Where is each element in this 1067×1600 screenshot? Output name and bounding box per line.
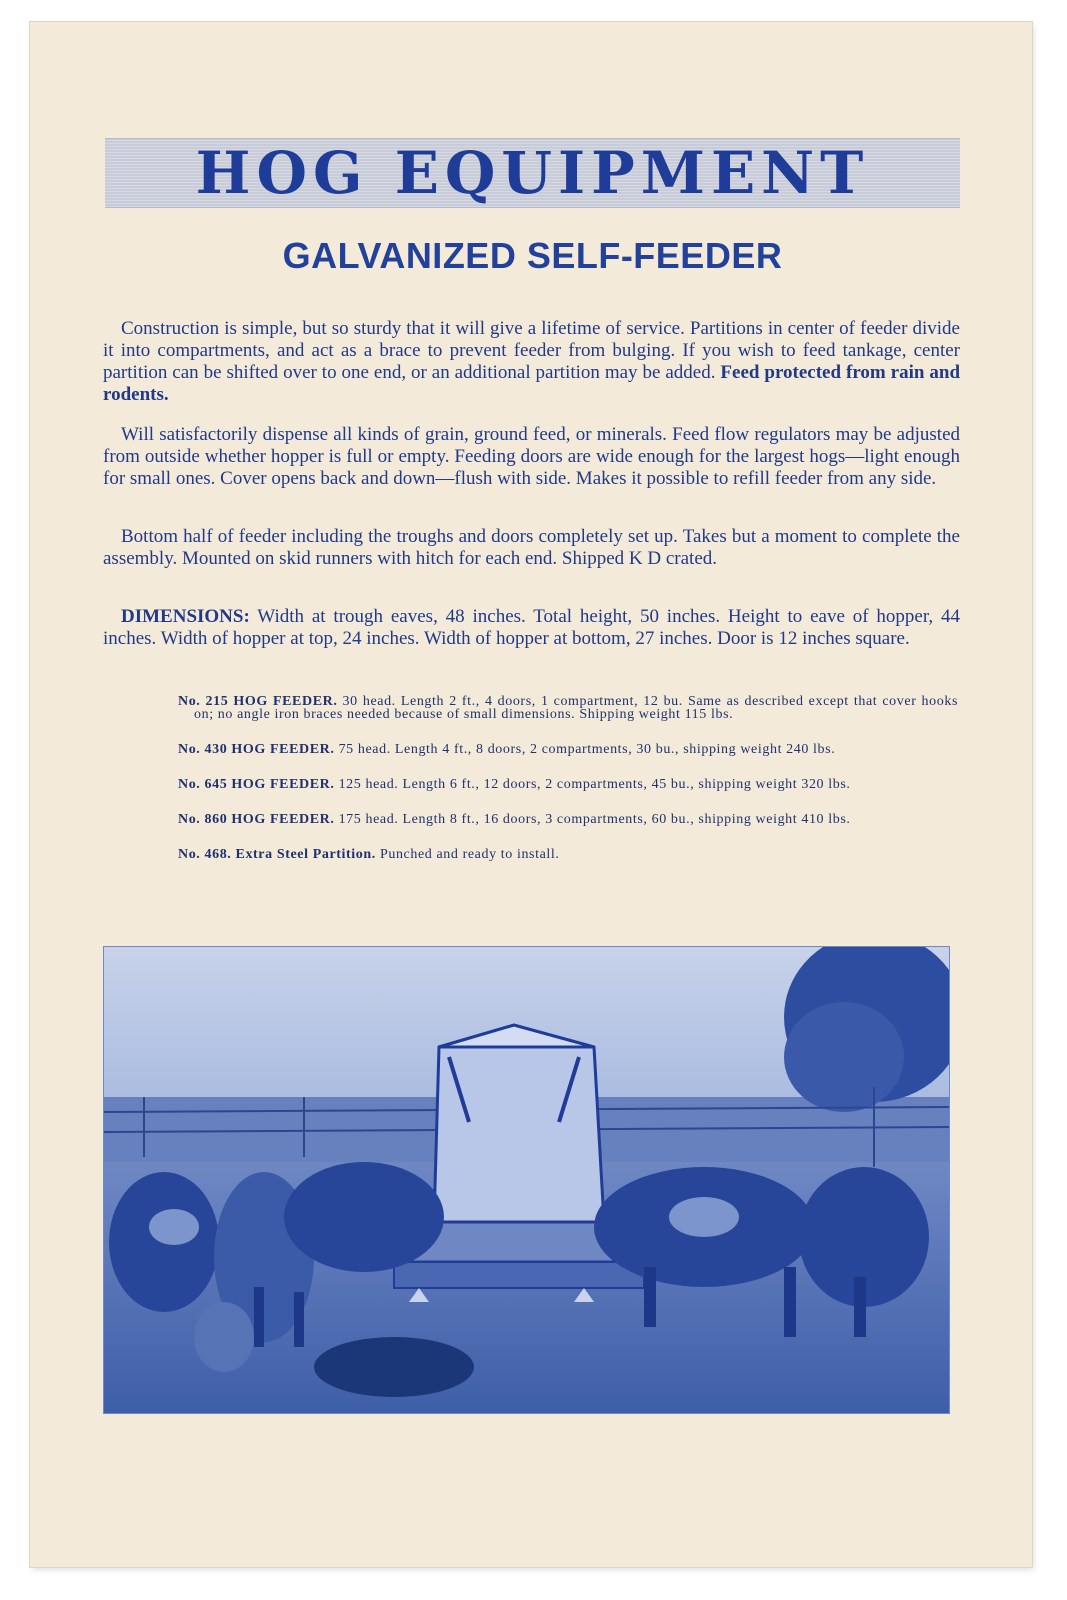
model-details: 175 head. Length 8 ft., 16 doors, 3 compartments, 60 bu., shipping weight 410 lbs. xyxy=(334,812,851,827)
paragraph-construction xyxy=(103,318,960,406)
title-band xyxy=(105,138,960,208)
show-through-text xyxy=(25,40,985,141)
feeder-shadow xyxy=(314,1337,474,1397)
model-name: No. 430 HOG FEEDER. xyxy=(178,742,335,757)
page-title: HOG EQUIPMENT xyxy=(195,139,870,207)
dimensions-label: DIMENSIONS: xyxy=(121,606,250,627)
paragraph-text: Will satisfactorily dispense all kinds of grain, ground feed, or minerals. Feed flow regulators may be adjusted from outside whether hopper is full or empty. Feeding doors are wide enough for the largest hogs—light enough for small ones. Cover opens back and down—flush with side. Makes it possible to refill feeder from any side. xyxy=(103,424,960,489)
paragraph-text: Width at trough eaves, 48 inches. Total height, 50 inches. Height to eave of hopper, 44 inches. Width of hopper at top, 24 inches. Width of hopper at bottom, 27 inches. Door is 12 inches square. xyxy=(103,606,960,649)
paragraph-bold-tail: Feed protected from rain and rodents. xyxy=(103,362,961,405)
model-details: 125 head. Length 6 ft., 12 doors, 2 compartments, 45 bu., shipping weight 320 lbs. xyxy=(334,777,851,792)
model-item xyxy=(178,813,958,826)
model-name: No. 860 HOG FEEDER. xyxy=(178,812,335,827)
model-name: No. 215 HOG FEEDER. xyxy=(178,694,338,709)
tree-foliage xyxy=(784,1002,904,1112)
model-details: Punched and ready to install. xyxy=(375,847,560,862)
model-details: 30 head. Length 2 ft., 4 doors, 1 compartment, 12 bu. Same as described except that cover hooks on; no angle iron braces needed because of small dimensions. Shipping weight 115 lbs. xyxy=(194,694,958,722)
model-details: 75 head. Length 4 ft., 8 doors, 2 compartments, 30 bu., shipping weight 240 lbs. xyxy=(334,742,836,757)
paragraph-dimensions xyxy=(103,606,960,650)
model-item xyxy=(178,848,958,861)
model-item xyxy=(178,695,958,721)
paragraph-text: Construction is simple, but so sturdy that it will give a lifetime of service. Partitions in center of feeder divide it into compartments, and act as a brace to prevent feeder from bulging. If you wish to feed tankage, center partition can be shifted over to one end, or an additional partition may be added. xyxy=(103,318,960,383)
paragraph-assembly xyxy=(103,526,960,570)
hog-feeder-photo xyxy=(103,946,950,1414)
photo-illustration xyxy=(104,947,949,1413)
model-item xyxy=(178,743,958,756)
model-name: No. 645 HOG FEEDER. xyxy=(178,777,335,792)
model-item xyxy=(178,778,958,791)
paragraph-text: Bottom half of feeder including the troughs and doors completely set up. Takes but a moment to complete the assembly. Mounted on skid runners with hitch for each end. Shipped K D crated. xyxy=(103,526,960,569)
model-list xyxy=(178,695,958,883)
model-name: No. 468. Extra Steel Partition. xyxy=(178,847,376,862)
paragraph-dispense xyxy=(103,424,960,490)
page-subtitle: GALVANIZED SELF-FEEDER xyxy=(282,235,783,276)
